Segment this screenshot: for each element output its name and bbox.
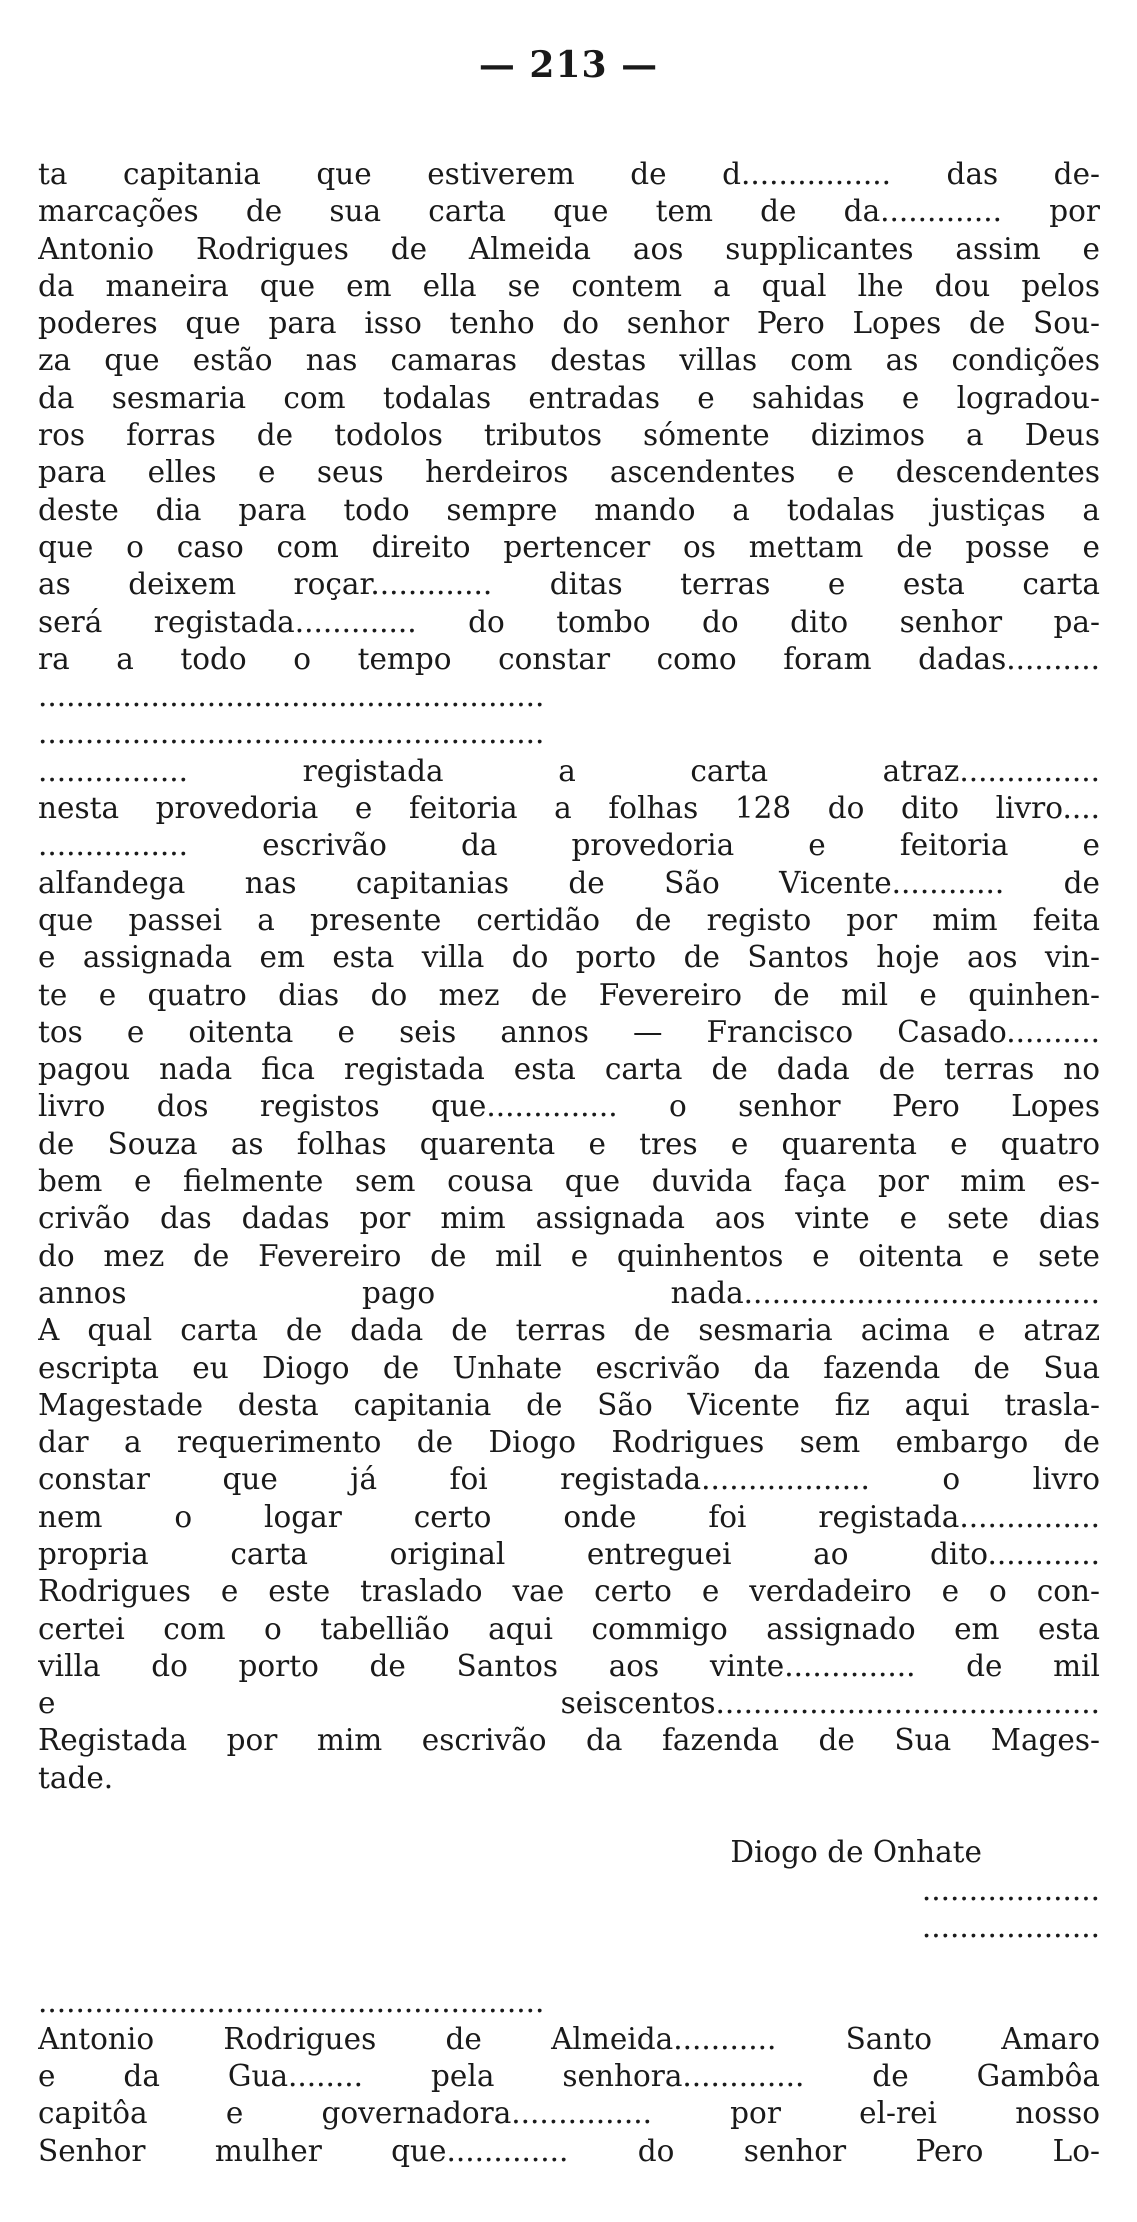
text-line: e seiscentos......................................... bbox=[38, 1686, 1100, 1721]
text-line: Antonio Rodrigues de Almeida........... Santo Amaro bbox=[38, 2021, 1100, 2056]
dotted-line: ...................................................... bbox=[38, 716, 545, 751]
text-line: alfandega nas capitanias de São Vicente............ de bbox=[38, 865, 1100, 900]
text-line: ................ escrivão da provedoria e feitoria e bbox=[38, 828, 1100, 863]
text-line: da maneira que em ella se contem a qual lhe dou pelos bbox=[38, 268, 1100, 303]
text-line: pagou nada fica registada esta carta de dada de terras no bbox=[38, 1052, 1100, 1087]
text-line: villa do porto de Santos aos vinte.............. de mil bbox=[38, 1648, 1100, 1683]
text-line: do mez de Fevereiro de mil e quinhentos e oitenta e sete bbox=[38, 1238, 1100, 1273]
text-line: certei com o tabellião aqui commigo assignado em esta bbox=[38, 1611, 1100, 1646]
text-line: za que estão nas camaras destas villas com as condições bbox=[38, 343, 1100, 378]
text-line: Antonio Rodrigues de Almeida aos supplicantes assim e bbox=[38, 231, 1100, 266]
text-line: Rodrigues e este traslado vae certo e verdadeiro e o con- bbox=[38, 1574, 1100, 1609]
dotted-line: ...................................................... bbox=[38, 679, 545, 714]
text-line: e da Gua........ pela senhora............. de Gambôa bbox=[38, 2059, 1100, 2094]
text-line: Registada por mim escrivão da fazenda de Sua Mages- bbox=[38, 1723, 1100, 1758]
text-line: propria carta original entreguei ao dito............ bbox=[38, 1536, 1100, 1571]
text-line: para elles e seus herdeiros ascendentes e descendentes bbox=[38, 455, 1100, 490]
text-line: dar a requerimento de Diogo Rodrigues sem embargo de bbox=[38, 1425, 1100, 1460]
blank-line bbox=[38, 1946, 1100, 1983]
text-line: annos pago nada...................................... bbox=[38, 1275, 1100, 1310]
text-line: ra a todo o tempo constar como foram dadas.......... bbox=[38, 641, 1100, 676]
text-line: capitôa e governadora............... por el-rei nosso bbox=[38, 2096, 1100, 2131]
text-line: que passei a presente certidão de registo por mim feita bbox=[38, 902, 1100, 937]
text-line: de Souza as folhas quarenta e tres e quarenta e quatro bbox=[38, 1126, 1100, 1161]
text-line: que o caso com direito pertencer os mettam de posse e bbox=[38, 529, 1100, 564]
text-line: nem o logar certo onde foi registada............... bbox=[38, 1499, 1100, 1534]
text-line: deste dia para todo sempre mando a todalas justiças a bbox=[38, 492, 1100, 527]
text-line: escripta eu Diogo de Unhate escrivão da fazenda de Sua bbox=[38, 1350, 1100, 1385]
document-body bbox=[38, 156, 1100, 2170]
signature-name: Diogo de Onhate bbox=[730, 1835, 982, 1870]
text-line: e assignada em esta villa do porto de Santos hoje aos vin- bbox=[38, 940, 1100, 975]
text-line: marcações de sua carta que tem de da............. por bbox=[38, 194, 1100, 229]
text-line: Senhor mulher que............. do senhor Pero Lo- bbox=[38, 2133, 1100, 2168]
page-number: — 213 — bbox=[478, 44, 659, 86]
text-line: ................ registada a carta atraz............... bbox=[38, 753, 1100, 788]
text-line: Magestade desta capitania de São Vicente fiz aqui trasla- bbox=[38, 1387, 1100, 1422]
text-line: ta capitania que estiverem de d................ das de- bbox=[38, 157, 1100, 191]
text-line: da sesmaria com todalas entradas e sahidas e logradou- bbox=[38, 380, 1100, 415]
text-line: tos e oitenta e seis annos — Francisco Casado.......... bbox=[38, 1014, 1100, 1049]
signature-dots: ................... bbox=[921, 1909, 1100, 1944]
text-line: A qual carta de dada de terras de sesmaria acima e atraz bbox=[38, 1313, 1100, 1348]
text-line: nesta provedoria e feitoria a folhas 128 do dito livro.... bbox=[38, 791, 1100, 826]
text-line: ros forras de todolos tributos sómente dizimos a Deus bbox=[38, 418, 1100, 453]
text-line: constar que já foi registada.................. o livro bbox=[38, 1462, 1100, 1497]
signature-dots: ................... bbox=[921, 1872, 1100, 1907]
signature-block bbox=[38, 1834, 1100, 1946]
text-line: tade. bbox=[38, 1760, 114, 1795]
text-line: crivão das dadas por mim assignada aos vinte e sete dias bbox=[38, 1201, 1100, 1236]
text-line: poderes que para isso tenho do senhor Pero Lopes de Sou- bbox=[38, 306, 1100, 341]
text-line: bem e fielmente sem cousa que duvida faça por mim es- bbox=[38, 1164, 1100, 1199]
separator-dots: ...................................................... bbox=[38, 1984, 545, 2019]
text-line: livro dos registos que.............. o senhor Pero Lopes bbox=[38, 1089, 1100, 1124]
text-line: te e quatro dias do mez de Fevereiro de mil e quinhen- bbox=[38, 977, 1100, 1012]
blank-line bbox=[38, 1797, 1100, 1834]
text-line: será registada............. do tombo do dito senhor pa- bbox=[38, 604, 1100, 639]
text-line: as deixem roçar............. ditas terras e esta carta bbox=[38, 567, 1100, 602]
